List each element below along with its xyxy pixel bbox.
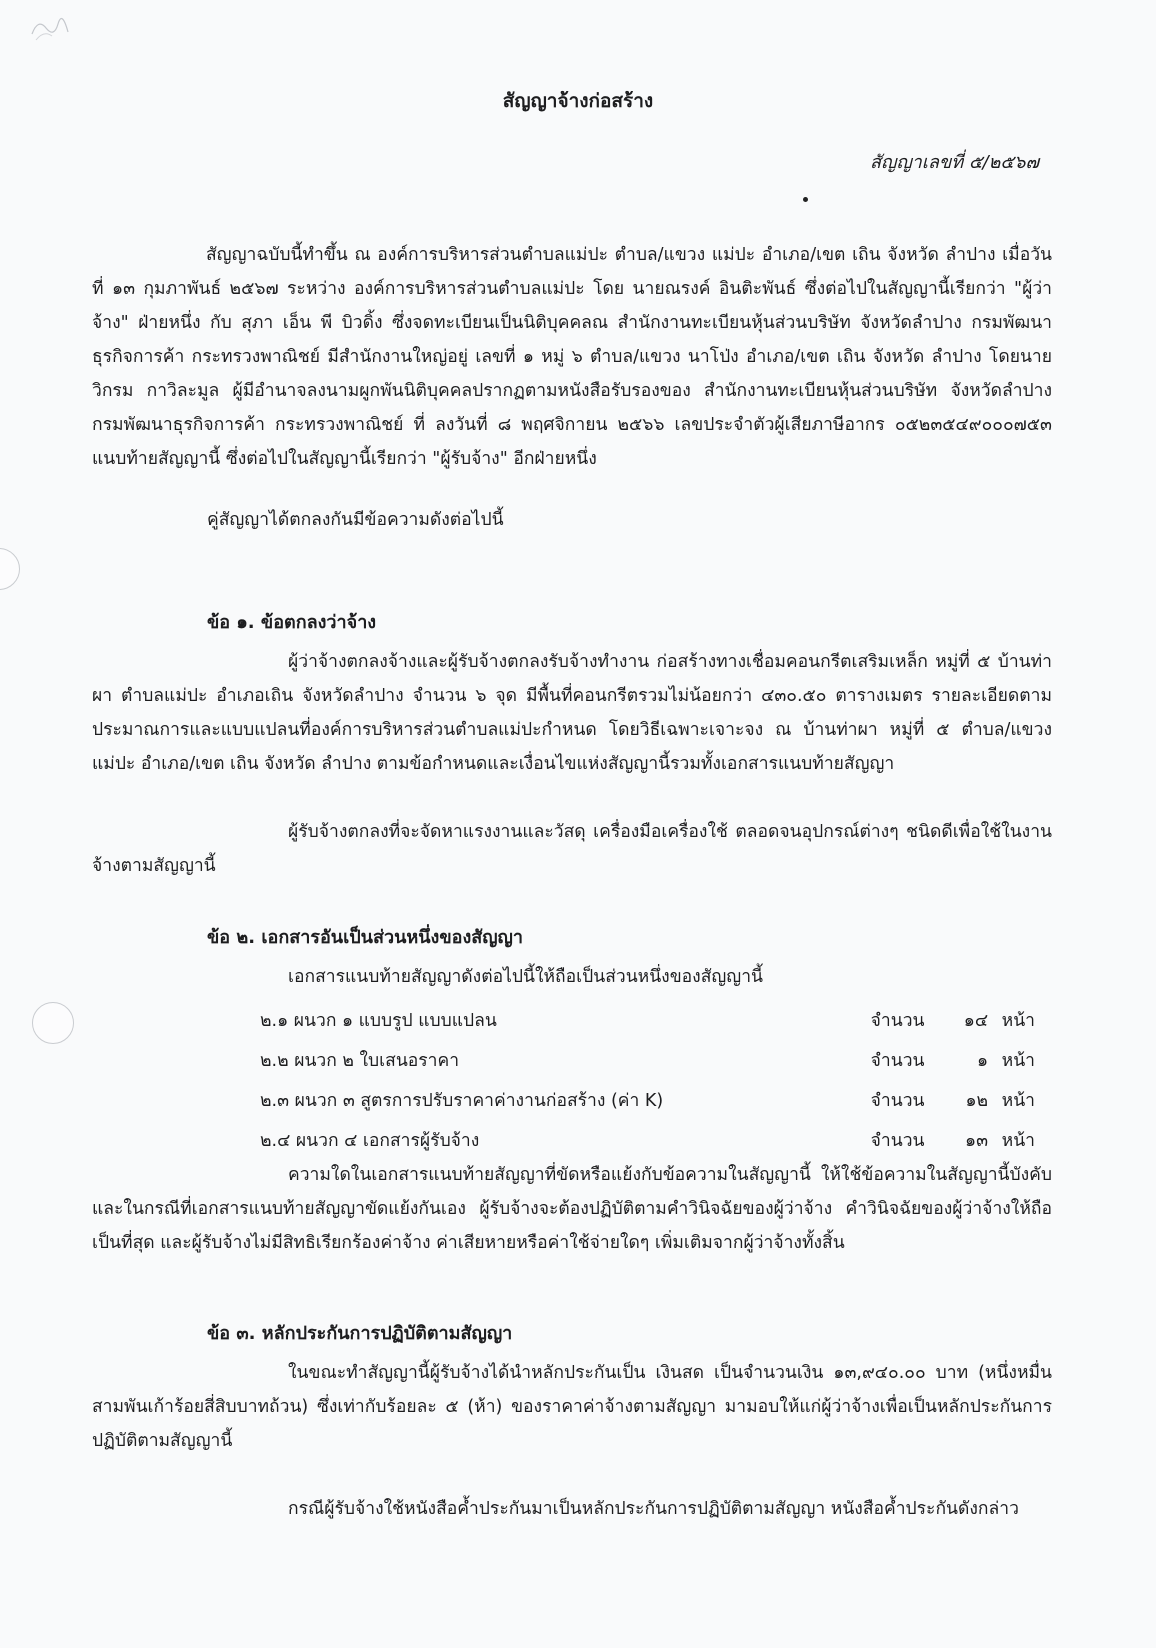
section-3-paragraph-2: กรณีผู้รับจ้างใช้หนังสือค้ำประกันมาเป็นหลักประกันการปฏิบัติตามสัญญา หนังสือค้ำประกันดังกล่าว — [288, 1499, 1019, 1519]
attachment-count: จำนวน ๑ หน้า — [871, 1046, 1035, 1074]
scan-smudge — [28, 14, 72, 44]
section-1-paragraph-2: ผู้รับจ้างตกลงที่จะจัดหาแรงงานและวัสดุ เครื่องมือเครื่องใช้ ตลอดจนอุปกรณ์ต่างๆ ชนิดดีเพื่อใช้ในงานจ้างตามสัญญานี้ — [92, 822, 1052, 876]
attachment-row — [260, 1126, 1035, 1156]
punch-hole-top — [0, 548, 20, 590]
attachment-row — [260, 1086, 1035, 1116]
section-2-paragraph: ความใดในเอกสารแนบท้ายสัญญาที่ขัดหรือแย้งกับข้อความในสัญญานี้ ให้ใช้ข้อความในสัญญานี้บังคับ และในกรณีที่เอกสารแนบท้ายสัญญาขัดแย้งกันเอง ผู้รับจ้างจะต้องปฏิบัติตามคำวินิจฉัยของผู้ว่าจ้าง คำวินิจฉัยของผู้ว่าจ้างให้ถือเป็นที่สุด และผู้รับจ้างไม่มีสิทธิเรียกร้องค่าจ้าง ค่าเสียหายหรือค่าใช้จ่ายใดๆ เพิ่มเติมจากผู้ว่าจ้างทั้งสิ้น — [92, 1165, 1052, 1253]
intro-paragraph: สัญญาฉบับนี้ทำขึ้น ณ องค์การบริหารส่วนตำบลแม่ปะ ตำบล/แขวง แม่ปะ อำเภอ/เขต เถิน จังหวัด ลำปาง เมื่อวันที่ ๑๓ กุมภาพันธ์ ๒๕๖๗ ระหว่าง องค์การบริหารส่วนตำบลแม่ปะ โดย นายณรงค์ อินติะพันธ์ ซึ่งต่อไปในสัญญานี้เรียกว่า "ผู้ว่าจ้าง" ฝ่ายหนึ่ง กับ สุภา เอ็น พี บิวดิ้ง ซึ่งจดทะเบียนเป็นนิติบุคคลณ สำนักงานทะเบียนหุ้นส่วนบริษัท จังหวัดลำปาง กรมพัฒนาธุรกิจการค้า กระทรวงพาณิชย์ มีสำนักงานใหญ่อยู่ เลขที่ ๑ หมู่ ๖ ตำบล/แขวง นาโป่ง อำเภอ/เขต เถิน จังหวัด ลำปาง โดยนายวิกรม กาวิละมูล ผู้มีอำนาจลงนามผูกพันนิติบุคคลปรากฏตามหนังสือรับรองของ สำนักงานทะเบียนหุ้นส่วนบริษัท จังหวัดลำปาง กรมพัฒนาธุรกิจการค้า กระทรวงพาณิชย์ ที่ ลงวันที่ ๘ พฤศจิกายน ๒๕๖๖ เลขประจำตัวผู้เสียภาษีอากร ๐๕๒๓๕๔๙๐๐๐๗๕๓ แนบท้ายสัญญานี้ ซึ่งต่อไปในสัญญานี้เรียกว่า "ผู้รับจ้าง" อีกฝ่ายหนึ่ง — [92, 245, 1052, 469]
page-count: ๑๓ — [965, 1131, 989, 1151]
attachment-row — [260, 1046, 1035, 1076]
page-count: ๑๔ — [963, 1011, 989, 1031]
section-1-heading: ข้อ ๑. ข้อตกลงว่าจ้าง — [207, 612, 377, 633]
document-title: สัญญาจ้างก่อสร้าง — [502, 90, 654, 112]
punch-hole-bottom — [32, 1002, 74, 1044]
attachment-count: จำนวน ๑๒ หน้า — [871, 1086, 1035, 1114]
section-1-paragraph-1: ผู้ว่าจ้างตกลงจ้างและผู้รับจ้างตกลงรับจ้างทำงาน ก่อสร้างทางเชื่อมคอนกรีตเสริมเหล็ก หมู่ที่ ๕ บ้านท่าผา ตำบลแม่ปะ อำเภอเถิน จังหวัดลำปาง จำนวน ๖ จุด มีพื้นที่คอนกรีตรวมไม่น้อยกว่า ๔๓๐.๕๐ ตารางเมตร รายละเอียดตามประมาณการและแบบแปลนที่องค์การบริหารส่วนตำบลแม่ปะกำหนด โดยวิธีเฉพาะเจาะจง ณ บ้านท่าผา หมู่ที่ ๕ ตำบล/แขวง แม่ปะ อำเภอ/เขต เถิน จังหวัด ลำปาง ตามข้อกำหนดและเงื่อนไขแห่งสัญญานี้รวมทั้งเอกสารแนบท้ายสัญญา — [92, 652, 1052, 774]
section-3-heading: ข้อ ๓. หลักประกันการปฏิบัติตามสัญญา — [207, 1323, 513, 1344]
attachment-label: ๒.๒ ผนวก ๒ ใบเสนอราคา — [260, 1051, 460, 1071]
section-2-heading: ข้อ ๒. เอกสารอันเป็นส่วนหนึ่งของสัญญา — [207, 927, 524, 948]
attachment-count: จำนวน ๑๓ หน้า — [871, 1126, 1035, 1154]
attachment-count: จำนวน ๑๔ หน้า — [871, 1006, 1035, 1034]
attachment-label: ๒.๔ ผนวก ๔ เอกสารผู้รับจ้าง — [260, 1131, 480, 1151]
page-count: ๑ — [976, 1051, 989, 1071]
section-2-lead: เอกสารแนบท้ายสัญญาดังต่อไปนี้ให้ถือเป็นส่วนหนึ่งของสัญญานี้ — [288, 967, 764, 987]
attachment-row — [260, 1006, 1035, 1036]
attachment-label: ๒.๑ ผนวก ๑ แบบรูป แบบแปลน — [260, 1011, 497, 1031]
contract-number: สัญญาเลขที่ ๕/๒๕๖๗ — [870, 152, 1039, 173]
attachment-label: ๒.๓ ผนวก ๓ สูตรการปรับราคาค่างานก่อสร้าง (ค่า K) — [260, 1091, 664, 1111]
agreed-line: คู่สัญญาได้ตกลงกันมีข้อความดังต่อไปนี้ — [207, 510, 504, 530]
ink-dot — [803, 197, 808, 202]
page-count: ๑๒ — [965, 1091, 989, 1111]
section-3-paragraph-1: ในขณะทำสัญญานี้ผู้รับจ้างได้นำหลักประกันเป็น เงินสด เป็นจำนวนเงิน ๑๓,๙๔๐.๐๐ บาท (หนึ่งหมื่นสามพันเก้าร้อยสี่สิบบาทถ้วน) ซึ่งเท่ากับร้อยละ ๕ (ห้า) ของราคาค่าจ้างตามสัญญา มามอบให้แก่ผู้ว่าจ้างเพื่อเป็นหลักประกันการปฏิบัติตามสัญญานี้ — [92, 1363, 1052, 1451]
